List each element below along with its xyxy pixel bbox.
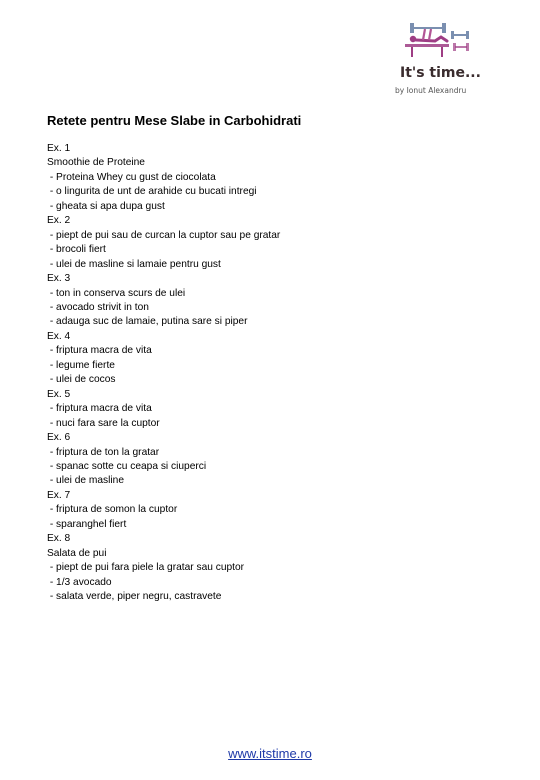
recipe-line: - friptura de somon la cuptor <box>47 504 178 516</box>
recipe-line: - ulei de masline <box>47 475 125 487</box>
recipe-line: - piept de pui fara piele la gratar sau cuptor <box>47 562 245 574</box>
brand-logo <box>395 20 505 100</box>
recipe-line: Ex. 1 <box>47 143 71 154</box>
fitness-logo-icon <box>403 20 473 62</box>
recipe-line: - friptura macra de vita <box>47 345 152 357</box>
recipe-line: - gheata si apa dupa gust <box>47 200 165 212</box>
recipe-list <box>47 142 280 605</box>
recipe-line: - 1/3 avocado <box>47 576 112 588</box>
logo-byline: by Ionut Alexandru <box>395 86 467 95</box>
recipe-line: - ton in conserva scurs de ulei <box>47 287 186 299</box>
page-title: Retete pentru Mese Slabe in Carbohidrati <box>47 113 302 128</box>
recipe-line: - adauga suc de lamaie, putina sare si piper <box>47 316 248 328</box>
logo-title: It's time... <box>400 65 481 81</box>
recipe-line: Salata de pui <box>47 547 107 559</box>
recipe-line: - legume fierte <box>47 359 115 371</box>
recipe-line: - salata verde, piper negru, castravete <box>47 591 222 603</box>
recipe-line: Ex. 8 <box>47 533 71 545</box>
recipe-line: - Proteina Whey cu gust de ciocolata <box>47 171 216 183</box>
recipe-line: Ex. 3 <box>47 273 71 285</box>
website-link[interactable]: www.itstime.ro <box>228 746 312 761</box>
recipe-line: - friptura macra de vita <box>47 403 152 415</box>
recipe-line: Ex. 6 <box>47 432 71 444</box>
recipe-line: Ex. 5 <box>47 388 71 400</box>
recipe-line: - spanac sotte cu ceapa si ciuperci <box>47 460 207 472</box>
recipe-line: - o lingurita de unt de arahide cu bucati intregi <box>47 186 257 198</box>
recipe-line: - avocado strivit in ton <box>47 301 149 313</box>
recipe-line: - piept de pui sau de curcan la cuptor sau pe gratar <box>47 229 281 241</box>
recipe-line: Smoothie de Proteine <box>47 157 145 169</box>
recipe-line: - sparanghel fiert <box>47 518 127 530</box>
recipe-line: Ex. 2 <box>47 215 71 227</box>
recipe-line: - brocoli fiert <box>47 244 106 256</box>
recipe-line: - nuci fara sare la cuptor <box>47 417 160 429</box>
recipe-line: - ulei de masline si lamaie pentru gust <box>47 258 221 270</box>
recipe-line: Ex. 7 <box>47 489 71 501</box>
recipe-line: - friptura de ton la gratar <box>47 446 160 458</box>
recipe-line: - ulei de cocos <box>47 374 116 386</box>
recipe-line: Ex. 4 <box>47 330 71 342</box>
